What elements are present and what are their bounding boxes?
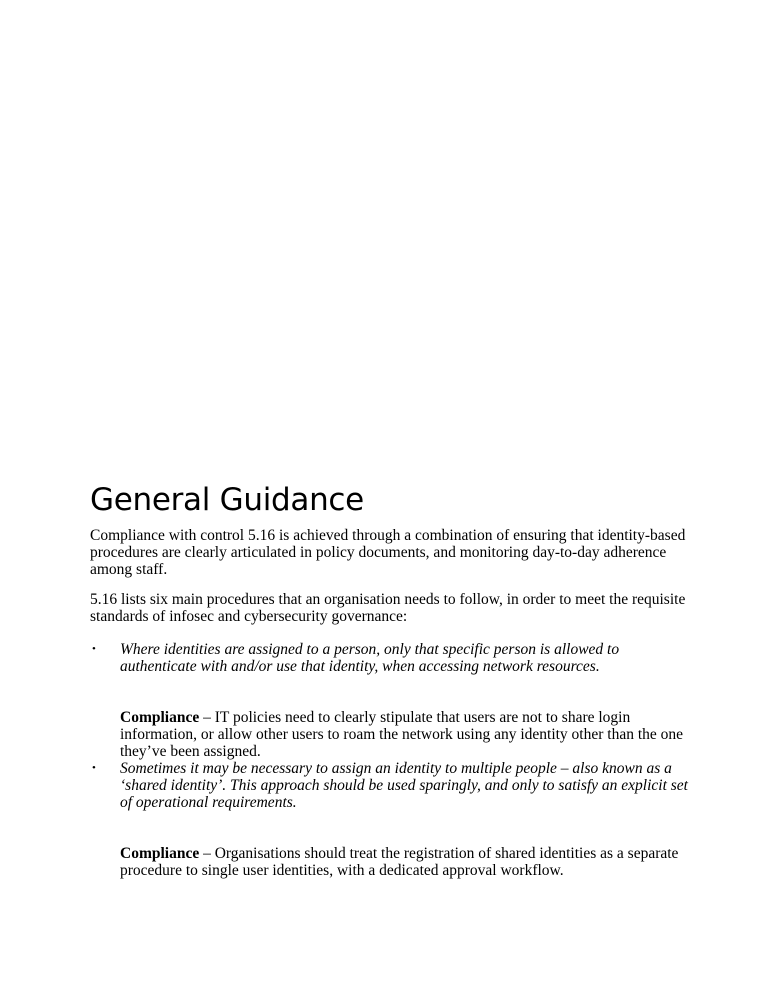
list-item [90, 641, 690, 760]
compliance-label: Compliance [120, 845, 200, 862]
bullet-icon: • [92, 643, 96, 655]
procedure-compliance [120, 845, 690, 879]
procedure-list [90, 641, 690, 879]
procedure-requirement: Sometimes it may be necessary to assign an identity to multiple people – also known as a ‘shared identity’. This approach should be used sparingly, and only to satisfy an explicit set of operational requirements. [120, 760, 688, 811]
intro-paragraph: Compliance with control 5.16 is achieved through a combination of ensuring that identity-based procedures are clearly articulated in policy documents, and monitoring day-to-day adherence among staff. [90, 527, 686, 578]
intro-paragraph: 5.16 lists six main procedures that an organisation needs to follow, in order to meet the requisite standards of infosec and cybersecurity governance: [90, 591, 686, 625]
bullet-icon: • [92, 762, 96, 774]
compliance-label: Compliance [120, 709, 200, 726]
procedure-requirement: Where identities are assigned to a person, only that specific person is allowed to authenticate with and/or use that identity, when accessing network resources. [120, 641, 620, 675]
compliance-text: – Organisations should treat the registration of shared identities as a separate procedure to single user identities, with a dedicated approval workflow. [120, 845, 679, 879]
procedure-compliance [120, 709, 690, 760]
section-heading: General Guidance [90, 482, 364, 518]
compliance-text: – IT policies need to clearly stipulate that users are not to share login information, or allow other users to roam the network using any identity other than the one they’ve been assigned. [120, 709, 684, 760]
document-content [90, 478, 690, 879]
list-item [90, 760, 690, 879]
